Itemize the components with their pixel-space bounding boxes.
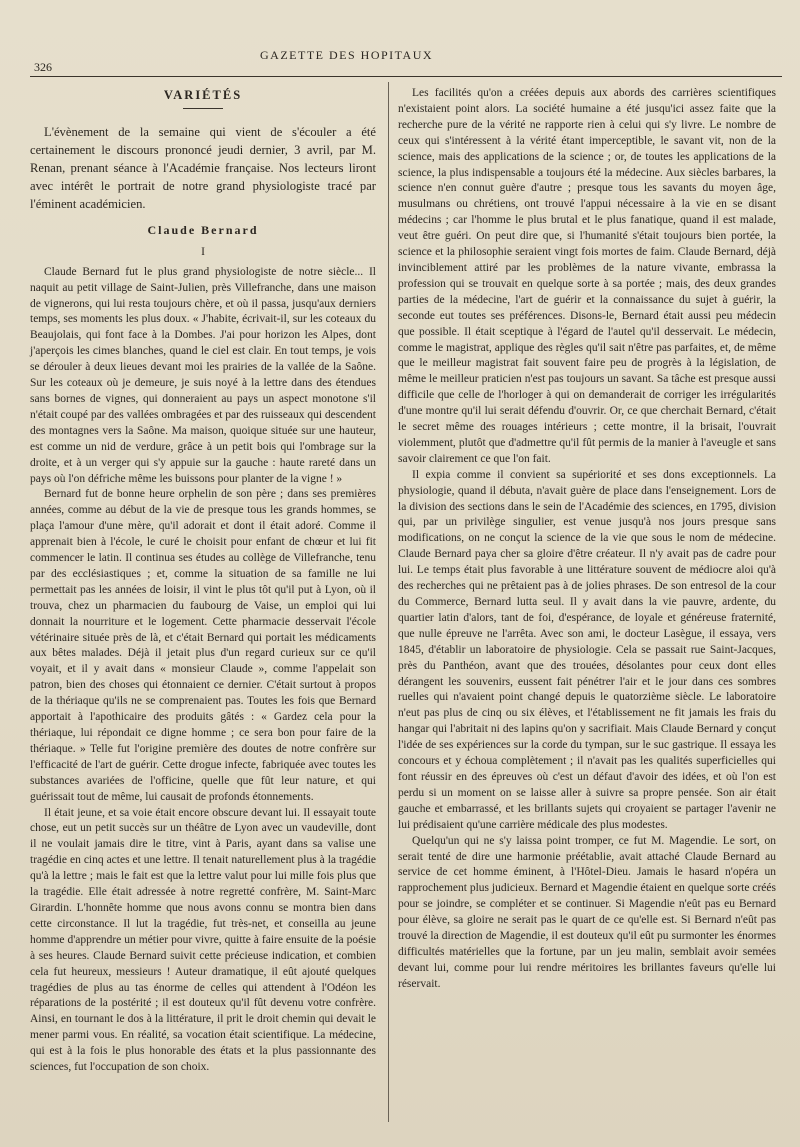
article-title: Claude Bernard [147,222,259,237]
paragraph: Claude Bernard fut le plus grand physiologiste de notre siècle... Il naquit au petit village de Saint-Julien, près Villefranche, dans une maison de vignerons, qui lui resta toujours chère, et où il passa, jusqu'aux derniers temps, ses moments les plus doux. « J'habite, écrivait-il, sur les coteaux du Beaujolais, qui font face à la Dombes. J'ai pour horizon les Alpes, dont j'aperçois les cimes blanches, quand le ciel est clair. En tout temps, je vois se dérouler à deux lieues devant moi les prairies de la vallée de la Saône. Sur les coteaux où je demeure, je suis noyé à la lettre dans des étendues sans bornes de vignes, qui donneraient au pays un aspect monotone s'il n'était coupé par des vallées ombragées et par des ruisseaux qui descendent des montagnes vers la Saône. Ma maison, quoique située sur une hauteur, est comme un nid de verdure, grâce à un petit bois qui l'ombrage sur la droite, et à un verger qui s'y appuie sur la gauche : haute rareté dans un pays où l'on défriche même les buissons pour planter de la vigne ! » [30,265,376,485]
section-rule [183,108,223,109]
column-divider [388,82,389,1122]
right-column [398,86,776,993]
part-number: I [201,245,205,258]
section-title: VARIÉTÉS [163,88,243,102]
paragraph: Les facilités qu'on a créées depuis aux abords des carrières scientifiques n'existaient point alors. La société humaine a été jusqu'ici assez faite que la recherche pure de la vérité ne rapporte rien à celui qui s'y livre. Le nombre de ceux qui s'intéressent à la vérité étant imperceptible, le savant vit, non de la science, mais des applications de la science ; or, de toutes les applications de la science, la plus indispensable a toujours été la médecine. Aux siècles barbares, la science n'en connut guère d'autre ; presque tous les savants du moyen âge, musulmans ou chrétiens, ont trouvé l'appui nécessaire à la vie en se disant médecins ; car l'homme le plus brutal et le plus fanatique, quand il est malade, veut être guéri. On peut dire que, si l'humanité s'était toujours bien portée, la science et la philosophie seraient vingt fois mortes de faim. Claude Bernard, déjà invinciblement attiré par les problèmes de la nature vivante, embrassa la profession qui se trouvait en quelque sorte à sa portée ; mais, des deux grandes parties de la médecine, l'art de guérir et la connaissance du sujet à guérir, la seconde eut toutes ses préférences. Disons-le, Bernard était aussi peu médecin que possible. Il était sceptique à l'égard de l'autel qu'il desservait. Le médecin, comme le magistrat, applique des règles qu'il sait n'être pas parfaites, et, de même que le meilleur magistrat fait souvent faire peu de progrès à la législation, de même le meilleur praticien n'est pas toujours un savant. Sa tâche est presque aussi difficile que celle de l'horloger à qui on demanderait de corriger les irrégularités d'une montre qu'il lui serait défendu d'ouvrir. Or, ce que cherchait Bernard, c'était le secret même des rouages intérieurs ; cette montre, il la brisait, l'ouvrait violemment, plutôt que d'admettre qu'il fût permis de la manier à l'aveugle et sans savoir clairement ce que l'on fait. [398,87,776,465]
left-column [30,86,376,1076]
header-rule [30,76,782,77]
paragraph: Quelqu'un qui ne s'y laissa point tromper, ce fut M. Magendie. Le sort, on serait tenté de dire une harmonie préétablie, avait attaché Claude Bernard au service de cet homme éminent, à l'Hôtel-Dieu. Jamais le hasard n'opéra un rapprochement plus judicieux. Bernard et Magendie étaient en quelque sorte créés pour se joindre, se compléter et se continuer. Si Magendie n'eût pas eu Bernard pour élève, sa gloire ne serait pas le quart de ce qu'elle est. Si Bernard n'eût pas trouvé la direction de Magendie, il est douteux qu'il eût pu surmonter les énormes difficultés matérielles que la fortune, par un jeu malin, semblait avoir semées devant lui, comme pour lui rendre méritoires les brillantes faveurs qu'elle lui réservait. [398,834,776,990]
paragraph: Il était jeune, et sa voie était encore obscure devant lui. Il essayait toute chose, eut un petit succès sur un théâtre de Lyon avec un vaudeville, dont il ne voulait jamais dire le titre, vint à Paris, ayant dans sa valise une tragédie en cinq actes et une lettre. Il tenait naturellement plus à la tragédie qu'à la lettre ; mais le fait est que la lettre valut pour lui mille fois plus que la tragédie. Elle était adressée à notre regretté confrère, M. Saint-Marc Girardin. L'honnête homme que nous avons connu se montra bien dans cette circonstance. Il lut la tragédie, fut très-net, et conseilla au jeune homme d'apprendre un métier pour vivre, quitte à faire ensuite de la poésie à ses heures. Claude Bernard suivit cette précieuse indication, et combien cela fut heureux, messieurs ! Auteur dramatique, il eût ajouté quelques tragédies de plus au tas énorme de celles qui attendent à l'Odéon les réparations de la postérité ; il est douteux qu'il fût devenu votre confrère. Ainsi, en tournant le dos à la littérature, il prit le droit chemin qui devait le mener parmi vous. En réalité, sa vocation était scientifique. La médecine, qui est à la fois le plus honorable des états et la plus passionnante des sciences, fut l'occupation de son choix. [30,806,376,1074]
intro-paragraph: L'évènement de la semaine qui vient de s'écouler a été certainement le discours prononcé jeudi dernier, 3 avril, par M. Renan, prenant séance à l'Académie française. Nos lecteurs liront avec intérêt le portrait de notre grand physiologiste tracé par l'éminent académicien. [30,124,376,211]
page-header [30,48,780,74]
page-number: 326 [34,60,52,74]
paragraph: Il expia comme il convient sa supériorité et ses dons exceptionnels. La physiologie, quand il débuta, n'avait guère de place dans l'enseignement. Lors de la division des sections dans le sein de l'Académie des sciences, en 1795, division qui, par un privilège singulier, est venue jusqu'à nos jours presque sans modifications, on ne conçut la science de la vie que sous le nom de médecine. Claude Bernard paya cher sa gloire d'être créateur. Il n'y avait pas de cadre pour lui. Le temps était plus favorable à une littérature souvent de médiocre aloi qu'à des recherches qui ne prêtaient pas à de jolies phrases. De son entresol de la cour du Commerce, Bernard lutta seul. Il y avait dans la vie pauvre, ardente, du quartier latin d'alors, tant de foi, d'espérance, de loyale et généreuse fraternité, que nulle épreuve ne l'arrêta. Avec son ami, le docteur Lasègue, il essaya, vers 1845, d'établir un laboratoire de physiologie. Cela se passait rue Saint-Jacques, près du Panthéon, avant que des trouées, désolantes pour ceux dont elles dérangent les souvenirs, eussent fait pénétrer l'air et le jour dans ces sombres ruelles qui n'avaient point changé depuis le quatorzième siècle. Le laboratoire n'eut pas plus de cinq ou six élèves, et l'établissement ne fit jamais les frais du hangar qui l'abritait ni des lapins qu'on y sacrifiait. Mais Claude Bernard y conçut l'idée de ses expériences sur la corde du tympan, sur le suc gastrique. Il essaya les concours et y échoua complètement ; il n'avait pas les qualités superficielles qui font réussir en des épreuves où c'est un défaut d'avoir des idées, et où l'on est perdu si un moment on se laisse aller à suivre sa propre pensée. Son air était gauche et embarrassé, et les brillants sujets qui croyaient se partager l'avenir ne lui prédisaient qu'une carrière médicale des plus modestes. [398,468,776,831]
paragraph: Bernard fut de bonne heure orphelin de son père ; dans ses premières années, comme au début de la vie de presque tous les grands hommes, se plaça l'amour d'une mère, qu'il adorait et dont il était adoré. Comme il apprenait bien à l'école, le curé le choisit pour enfant de chœur et lui fit commencer le latin. Il continua ses études au collège de Villefranche, tenu par des ecclésiastiques ; et, comme la situation de sa famille ne lui permettait pas les années de loisir, il vint le plus tôt qu'il put à Lyon, où il trouva, chez un pharmacien du faubourg de Vaise, un emploi qui lui donnait la nourriture et le logement. Cette pharmacie desservait l'école vétérinaire située près de là, et c'était Bernard qui portait les médicaments aux bêtes malades. Déjà il jetait plus d'un regard curieux sur ce qu'il voyait, et il y avait dans « monsieur Claude », comme l'appelait son patron, bien des choses qui étonnaient ce dernier. C'était surtout à propos de la thériaque qu'ils ne se comprenaient pas. Toutes les fois que Bernard apportait à l'apothicaire des produits gâtés : « Gardez cela pour la thériaque, lui répondait ce digne homme ; ce sera bon pour faire de la thériaque. » Telle fut l'origine première des doutes de notre confrère sur l'efficacité de l'art de guérir. Cette drogue infecte, fabriquée avec toutes les substances avariées de l'officine, quelle que fût leur nature, et qui guérissait tout de même, lui causait de profonds étonnements. [30,488,376,803]
intro [30,123,376,213]
journal-title: GAZETTE DES HOPITAUX [260,48,434,62]
